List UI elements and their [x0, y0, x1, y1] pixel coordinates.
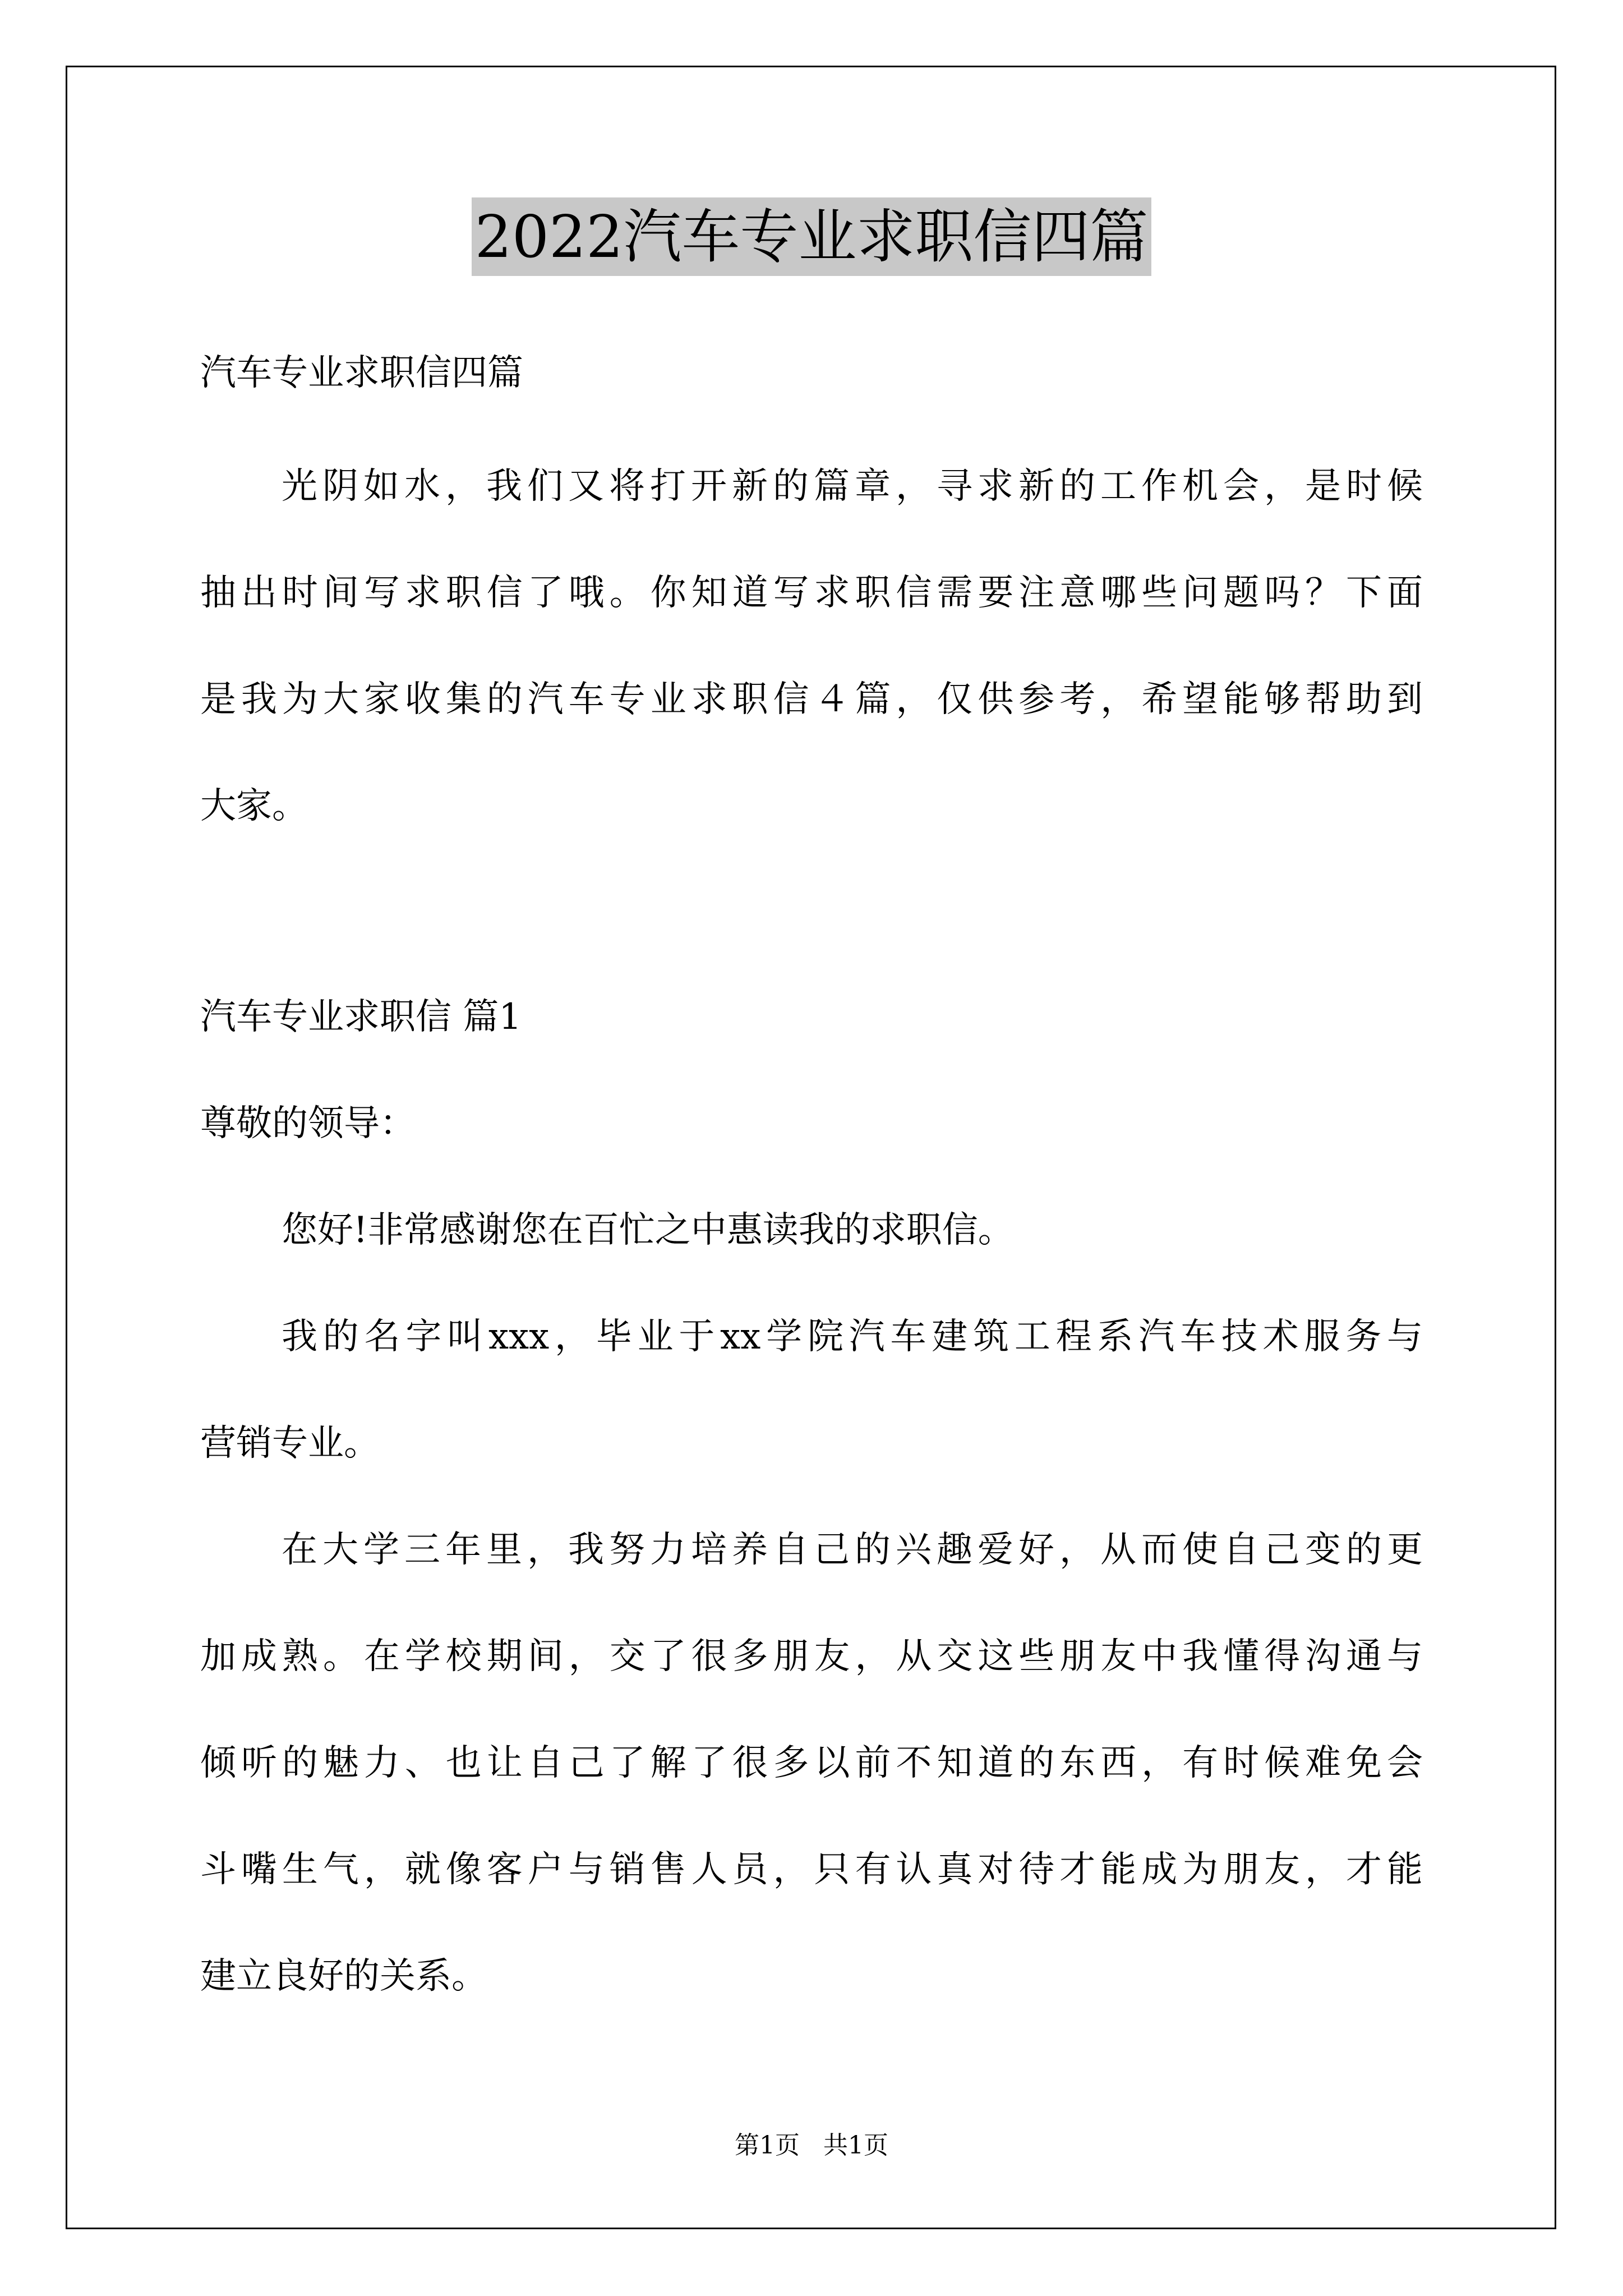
title-container: [0, 197, 1623, 276]
intro-line: 抽出时间写求职信了哦。你知道写求职信需要注意哪些问题吗？下面: [200, 572, 1423, 614]
paragraph-line: 加成熟。在学校期间，交了很多朋友，从交这些朋友中我懂得沟通与: [200, 1636, 1423, 1677]
paragraph-line: 在大学三年里，我努力培养自己的兴趣爱好，从而使自己变的更: [282, 1529, 1423, 1571]
document-title: 2022汽车专业求职信四篇: [472, 197, 1152, 276]
paragraph-line: 营销专业。: [200, 1423, 380, 1464]
paragraph-line: 建立良好的关系。: [200, 1955, 487, 1997]
paragraph-line: 斗嘴生气，就像客户与销售人员，只有认真对待才能成为朋友，才能: [200, 1849, 1423, 1890]
paragraph-line: 倾听的魅力、也让自己了解了很多以前不知道的东西，有时候难免会: [200, 1742, 1423, 1784]
intro-line: 是我为大家收集的汽车专业求职信４篇，仅供参考，希望能够帮助到: [200, 679, 1423, 720]
document-subtitle: 汽车专业求职信四篇: [200, 352, 523, 394]
section-heading: 汽车专业求职信 篇1: [200, 996, 522, 1038]
intro-line: 光阴如水，我们又将打开新的篇章，寻求新的工作机会，是时候: [282, 466, 1423, 507]
greeting-line: 您好!非常感谢您在百忙之中惠读我的求职信。: [282, 1209, 1014, 1251]
paragraph-line: 我的名字叫xxx，毕业于xx学院汽车建筑工程系汽车技术服务与: [282, 1316, 1423, 1358]
page-number-footer: 第1页 共1页: [735, 2131, 888, 2160]
salutation: 尊敬的领导：: [200, 1103, 416, 1144]
intro-line: 大家。: [200, 785, 308, 827]
